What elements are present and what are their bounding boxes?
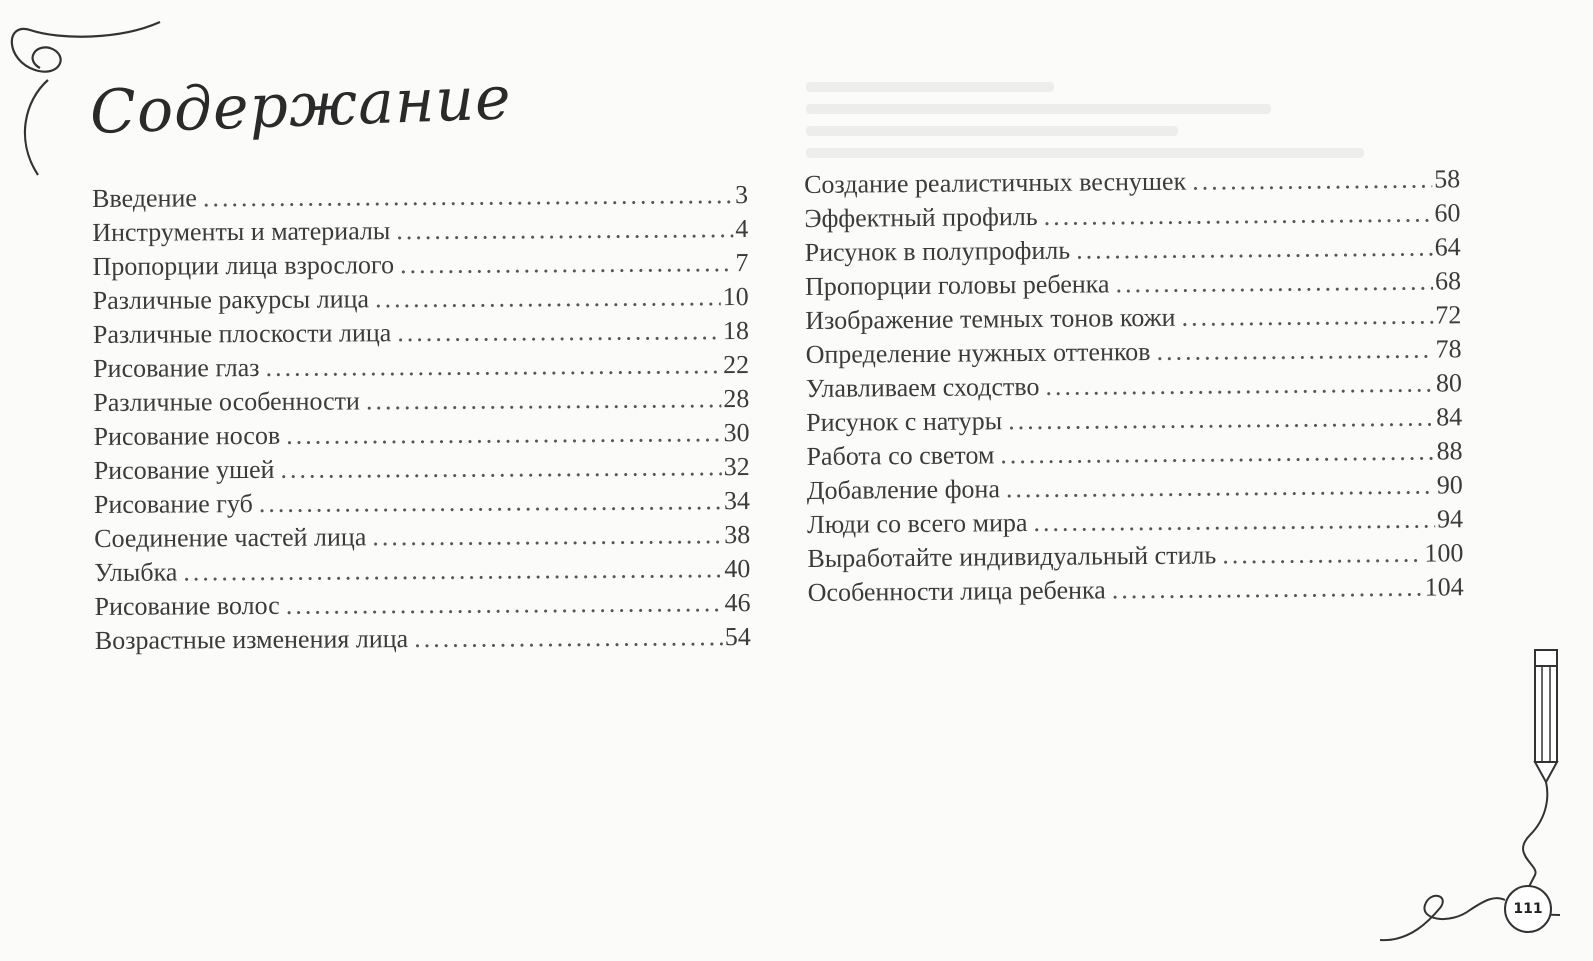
toc-entry-title: Определение нужных оттенков xyxy=(805,336,1151,369)
toc-entry-page: 80 xyxy=(1435,368,1463,398)
toc-entry-title: Выработайте индивидуальный стиль xyxy=(807,540,1217,573)
toc-entry-page: 28 xyxy=(723,383,750,414)
leader-dots xyxy=(396,212,733,248)
toc-entry[interactable] xyxy=(805,298,1461,338)
toc-column-left xyxy=(92,178,751,658)
toc-entry[interactable] xyxy=(93,382,749,420)
leader-dots xyxy=(1006,469,1435,507)
toc-entry-title: Различные плоскости лица xyxy=(92,318,392,349)
toc-entry-page: 3 xyxy=(735,179,749,210)
leader-dots xyxy=(1033,503,1435,541)
toc-entry-page: 84 xyxy=(1436,402,1463,432)
toc-entry[interactable] xyxy=(806,366,1462,406)
leader-dots xyxy=(1008,401,1434,439)
toc-entry[interactable] xyxy=(93,348,749,386)
toc-entry[interactable] xyxy=(94,518,750,556)
toc-entry[interactable] xyxy=(806,434,1462,474)
toc-entry[interactable] xyxy=(807,468,1463,508)
toc-entry[interactable] xyxy=(93,314,749,352)
toc-entry-title: Рисование ушей xyxy=(93,454,275,485)
toc-entry-title: Пропорции головы ребенка xyxy=(804,269,1110,301)
toc-entry-page: 7 xyxy=(735,247,749,278)
toc-entry-title: Различные ракурсы лица xyxy=(92,284,370,315)
toc-entry-page: 32 xyxy=(723,451,750,482)
toc-entry-page: 54 xyxy=(724,621,751,652)
leader-dots xyxy=(1156,333,1433,369)
toc-entry[interactable] xyxy=(804,196,1460,236)
toc-entry-page: 104 xyxy=(1424,572,1464,602)
leader-dots xyxy=(414,620,723,656)
toc-entry[interactable] xyxy=(806,400,1462,440)
toc-entry-page: 4 xyxy=(735,213,749,244)
toc-entry-page: 94 xyxy=(1436,504,1464,534)
toc-entry[interactable] xyxy=(92,212,748,250)
toc-entry-title: Особенности лица ребенка xyxy=(807,575,1106,607)
toc-entry[interactable] xyxy=(92,178,748,216)
page-number-badge: 111 xyxy=(1504,885,1552,933)
leader-dots xyxy=(286,586,723,623)
bleed-through-text xyxy=(806,70,1426,170)
leader-dots xyxy=(1076,231,1433,268)
toc-entry-title: Рисование носов xyxy=(93,420,281,451)
leader-dots xyxy=(1222,537,1422,573)
toc-entry-page: 18 xyxy=(722,315,750,346)
toc-entry-title: Рисование губ xyxy=(93,489,253,519)
page-title: Содержание xyxy=(88,63,513,148)
leader-dots xyxy=(286,416,722,453)
toc-entry-title: Изображение темных тонов кожи xyxy=(805,302,1176,335)
toc-entry[interactable] xyxy=(95,620,751,658)
toc-entry[interactable] xyxy=(805,264,1461,304)
toc-entry-page: 72 xyxy=(1435,300,1462,330)
toc-entry-page: 60 xyxy=(1434,198,1461,228)
leader-dots xyxy=(1181,299,1433,335)
leader-dots xyxy=(1045,367,1434,404)
toc-entry-page: 90 xyxy=(1436,470,1463,500)
toc-entry[interactable] xyxy=(805,332,1461,372)
leader-dots xyxy=(1112,571,1423,608)
toc-entry-title: Рисование волос xyxy=(94,590,280,621)
leader-dots xyxy=(280,450,721,487)
leader-dots xyxy=(375,280,721,316)
toc-entry-page: 30 xyxy=(723,417,750,448)
leader-dots xyxy=(265,348,721,385)
toc-entry-title: Инструменты и материалы xyxy=(92,216,391,247)
toc-entry[interactable] xyxy=(94,484,750,522)
toc-entry-page: 88 xyxy=(1436,436,1463,466)
toc-entry-title: Рисунок с натуры xyxy=(806,406,1003,437)
toc-entry-page: 22 xyxy=(723,349,750,380)
toc-entry[interactable] xyxy=(92,246,748,284)
toc-entry[interactable] xyxy=(805,230,1461,270)
toc-entry-title: Создание реалистичных веснушек xyxy=(804,166,1187,199)
toc-entry[interactable] xyxy=(94,450,750,488)
leader-dots xyxy=(1043,197,1432,234)
leader-dots xyxy=(1000,435,1434,473)
toc-entry-title: Улавливаем сходство xyxy=(805,371,1040,403)
toc-column-right xyxy=(804,162,1464,610)
leader-dots xyxy=(366,382,722,418)
leader-dots xyxy=(203,178,733,215)
leader-dots xyxy=(1192,163,1432,199)
toc-entry-page: 58 xyxy=(1433,164,1461,194)
toc-entry-title: Рисование глаз xyxy=(93,352,260,383)
decorative-flourish-icon xyxy=(1380,870,1510,950)
leader-dots xyxy=(259,484,722,521)
toc-entry-title: Соединение частей лица xyxy=(94,522,367,553)
toc-entry-title: Работа со светом xyxy=(806,440,995,471)
toc-entry-title: Эффектный профиль xyxy=(804,201,1038,233)
toc-entry-title: Возрастные изменения лица xyxy=(94,624,409,655)
toc-entry-page: 68 xyxy=(1434,266,1462,296)
toc-entry-page: 38 xyxy=(724,519,751,550)
toc-entry-title: Различные особенности xyxy=(93,386,361,417)
toc-entry-page: 10 xyxy=(722,281,749,312)
toc-entry-title: Введение xyxy=(92,183,197,213)
leader-dots xyxy=(183,552,722,589)
toc-entry-title: Добавление фона xyxy=(806,474,1001,505)
toc-entry-page: 40 xyxy=(724,553,751,584)
toc-entry[interactable] xyxy=(807,536,1463,576)
toc-entry-title: Улыбка xyxy=(94,557,178,587)
leader-dots xyxy=(400,246,734,282)
toc-entry-title: Люди со всего мира xyxy=(806,508,1028,539)
toc-entry[interactable] xyxy=(808,570,1464,610)
toc-entry-page: 64 xyxy=(1434,232,1461,262)
leader-dots xyxy=(372,518,722,554)
toc-entry[interactable] xyxy=(94,552,750,590)
toc-entry-title: Рисунок в полупрофиль xyxy=(804,235,1071,267)
toc-entry-page: 100 xyxy=(1424,538,1464,568)
toc-entry[interactable] xyxy=(93,416,749,454)
toc-entry[interactable] xyxy=(94,586,750,624)
toc-entry[interactable] xyxy=(804,162,1460,202)
toc-entry-page: 78 xyxy=(1435,334,1462,364)
toc-entry-title: Пропорции лица взрослого xyxy=(92,250,395,281)
toc-entry-page: 46 xyxy=(724,587,751,618)
leader-dots xyxy=(397,314,721,350)
toc-entry[interactable] xyxy=(807,502,1463,542)
leader-dots xyxy=(1115,265,1433,302)
toc-entry[interactable] xyxy=(93,280,749,318)
toc-entry-page: 34 xyxy=(723,485,751,516)
